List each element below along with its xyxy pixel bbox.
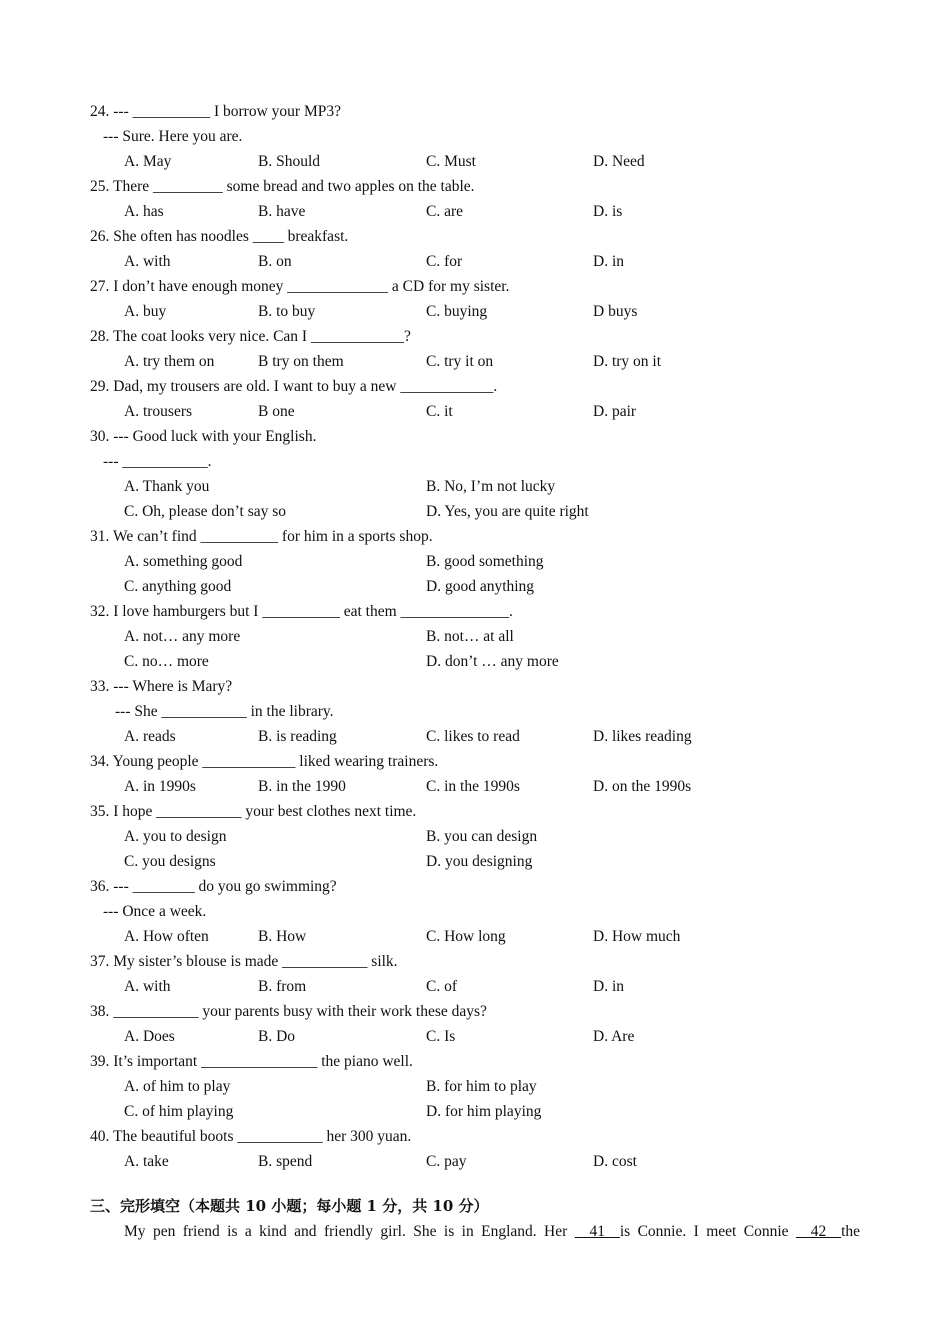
- question-stem: 35. I hope ___________ your best clothes next time.: [90, 803, 417, 820]
- option-b: B. not… at all: [426, 628, 514, 645]
- question-reply: --- ___________.: [103, 453, 212, 470]
- option-b: B. in the 1990: [258, 778, 346, 795]
- question-reply: --- Sure. Here you are.: [103, 128, 243, 145]
- option-b: B. How: [258, 928, 307, 945]
- options-row: [0, 474, 950, 499]
- question-31: [0, 524, 950, 549]
- option-b: B. good something: [426, 553, 544, 570]
- option-b: B one: [258, 403, 295, 420]
- option-a: A. reads: [124, 728, 176, 745]
- question-29: [0, 374, 950, 399]
- question-39: [0, 1049, 950, 1074]
- options-row: [0, 924, 950, 949]
- question-reply: --- She ___________ in the library.: [115, 703, 334, 720]
- option-a: A. try them on: [124, 353, 215, 370]
- options-row: [0, 974, 950, 999]
- question-35: [0, 799, 950, 824]
- question-38: [0, 999, 950, 1024]
- option-b: B. spend: [258, 1153, 313, 1170]
- question-stem: 26. She often has noodles ____ breakfast.: [90, 228, 349, 245]
- option-a: A. has: [124, 203, 164, 220]
- option-d: D. likes reading: [593, 728, 692, 745]
- options-row: [0, 849, 950, 874]
- options-row: [0, 624, 950, 649]
- option-c: C. in the 1990s: [426, 778, 520, 795]
- option-b: B. Do: [258, 1028, 296, 1045]
- question-stem: 25. There _________ some bread and two apples on the table.: [90, 178, 475, 195]
- question-stem: 33. --- Where is Mary?: [90, 678, 233, 695]
- paragraph-text: the: [841, 1223, 861, 1240]
- option-c: C. Is: [426, 1028, 456, 1045]
- option-c: C. likes to read: [426, 728, 520, 745]
- option-a: A. Does: [124, 1028, 175, 1045]
- option-b: B. for him to play: [426, 1078, 537, 1095]
- option-d: D. cost: [593, 1153, 637, 1170]
- paragraph-text: is Connie. I meet Connie: [619, 1223, 796, 1240]
- option-a: A. not… any more: [124, 628, 241, 645]
- options-row: [0, 1099, 950, 1124]
- option-d: D. in: [593, 978, 624, 995]
- question-stem: 39. It’s important _______________ the piano well.: [90, 1053, 413, 1070]
- option-b: B. you can design: [426, 828, 538, 845]
- option-b: B. have: [258, 203, 306, 220]
- option-c: C. pay: [426, 1153, 467, 1170]
- options-row: [0, 499, 950, 524]
- option-c: C. Oh, please don’t say so: [124, 503, 287, 520]
- option-c: C. Must: [426, 153, 476, 170]
- options-row: [0, 824, 950, 849]
- option-d: D. on the 1990s: [593, 778, 692, 795]
- option-c: C. are: [426, 203, 464, 220]
- question-stem: 34. Young people ____________ liked wearing trainers.: [90, 753, 439, 770]
- question-32: [0, 599, 950, 624]
- option-d: D. pair: [593, 403, 637, 420]
- option-c: C. no… more: [124, 653, 209, 670]
- question-26: [0, 224, 950, 249]
- question-37: [0, 949, 950, 974]
- question-stem: 32. I love hamburgers but I __________ eat them ______________.: [90, 603, 513, 620]
- option-a: A. with: [124, 253, 171, 270]
- question-reply: --- Once a week.: [103, 903, 207, 920]
- options-row: [0, 249, 950, 274]
- option-a: A. trousers: [124, 403, 193, 420]
- option-a: A. in 1990s: [124, 778, 196, 795]
- question-stem: 31. We can’t find __________ for him in a sports shop.: [90, 528, 433, 545]
- options-row: [0, 724, 950, 749]
- option-a: A. something good: [124, 553, 243, 570]
- option-b: B. No, I’m not lucky: [426, 478, 556, 495]
- question-33: [0, 674, 950, 699]
- options-row: [0, 774, 950, 799]
- cloze-paragraph: [124, 1219, 860, 1244]
- question-30: [0, 424, 950, 449]
- option-c: C. for: [426, 253, 463, 270]
- option-b: B. is reading: [258, 728, 337, 745]
- options-row: [0, 399, 950, 424]
- question-stem: 40. The beautiful boots ___________ her 300 yuan.: [90, 1128, 412, 1145]
- option-b: B. from: [258, 978, 307, 995]
- option-b: B try on them: [258, 353, 344, 370]
- option-d: D. try on it: [593, 353, 662, 370]
- option-d: D. How much: [593, 928, 681, 945]
- option-a: A. you to design: [124, 828, 227, 845]
- options-row: [0, 1024, 950, 1049]
- question-stem: 30. --- Good luck with your English.: [90, 428, 317, 445]
- options-row: [0, 1074, 950, 1099]
- option-a: A. of him to play: [124, 1078, 231, 1095]
- question-40: [0, 1124, 950, 1149]
- option-d: D. good anything: [426, 578, 535, 595]
- option-c: C. How long: [426, 928, 506, 945]
- question-36: [0, 874, 950, 899]
- options-row: [0, 649, 950, 674]
- option-b: B. Should: [258, 153, 321, 170]
- option-c: C. of: [426, 978, 457, 995]
- option-b: B. to buy: [258, 303, 316, 320]
- question-34: [0, 749, 950, 774]
- options-row: [0, 1149, 950, 1174]
- question-stem: 27. I don’t have enough money _____________ a CD for my sister.: [90, 278, 510, 295]
- option-a: A. May: [124, 153, 172, 170]
- option-d: D. you designing: [426, 853, 533, 870]
- option-d: D. for him playing: [426, 1103, 542, 1120]
- option-a: A. with: [124, 978, 171, 995]
- question-24: [0, 99, 950, 124]
- question-stem: 24. --- __________ I borrow your MP3?: [90, 103, 341, 120]
- option-c: C. try it on: [426, 353, 494, 370]
- question-stem: 36. --- ________ do you go swimming?: [90, 878, 337, 895]
- options-row: [0, 299, 950, 324]
- option-c: C. of him playing: [124, 1103, 234, 1120]
- options-row: [0, 199, 950, 224]
- option-a: A. take: [124, 1153, 169, 1170]
- options-row: [0, 549, 950, 574]
- option-a: A. buy: [124, 303, 167, 320]
- options-row: [0, 574, 950, 599]
- options-row: [0, 149, 950, 174]
- question-stem: 28. The coat looks very nice. Can I ____________?: [90, 328, 411, 345]
- option-d: D. don’t … any more: [426, 653, 559, 670]
- question-27: [0, 274, 950, 299]
- option-d: D. Need: [593, 153, 645, 170]
- question-25: [0, 174, 950, 199]
- question-stem: 37. My sister’s blouse is made ___________ silk.: [90, 953, 398, 970]
- cloze-blank-42: 42: [795, 1223, 842, 1240]
- question-stem: 38. ___________ your parents busy with their work these days?: [90, 1003, 487, 1020]
- option-d: D buys: [593, 303, 638, 320]
- question-stem: 29. Dad, my trousers are old. I want to buy a new ____________.: [90, 378, 498, 395]
- option-c: C. you designs: [124, 853, 216, 870]
- question-28: [0, 324, 950, 349]
- option-c: C. buying: [426, 303, 488, 320]
- option-a: A. Thank you: [124, 478, 210, 495]
- cloze-blank-41: 41: [574, 1223, 620, 1240]
- option-d: D. Yes, you are quite right: [426, 503, 589, 520]
- section-heading: 三、完形填空（本题共 10 小题；每小题 1 分，共 10 分）: [90, 1197, 489, 1215]
- option-d: D. is: [593, 203, 623, 220]
- option-b: B. on: [258, 253, 292, 270]
- option-d: D. Are: [593, 1028, 635, 1045]
- paragraph-text: My pen friend is a kind and friendly girl. She is in England. Her: [124, 1223, 575, 1240]
- option-c: C. it: [426, 403, 453, 420]
- options-row: [0, 349, 950, 374]
- option-c: C. anything good: [124, 578, 232, 595]
- option-d: D. in: [593, 253, 624, 270]
- option-a: A. How often: [124, 928, 209, 945]
